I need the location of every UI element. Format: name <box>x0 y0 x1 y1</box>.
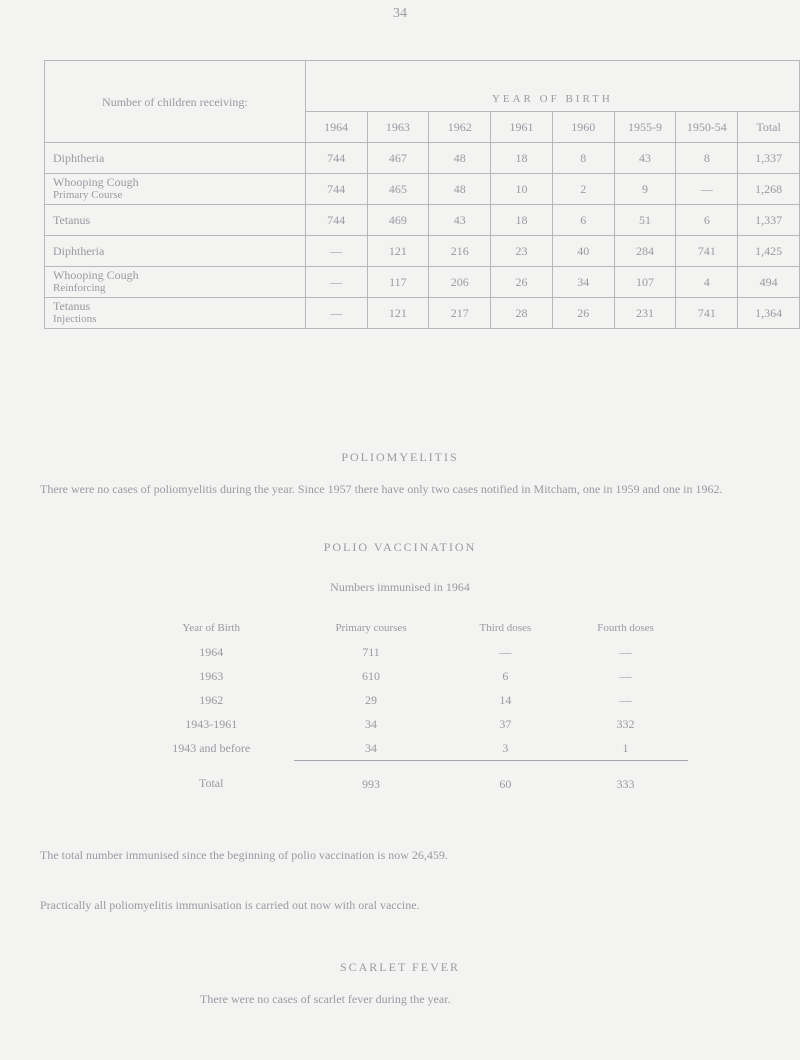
table-cell: 6 <box>502 668 509 683</box>
polio-vaccination-heading: POLIO VACCINATION <box>323 540 477 554</box>
oral-vaccine-text: Practically all poliomyelitis immunisation is carried out now with oral vaccine. <box>40 898 420 912</box>
table-cell: 48 <box>429 143 491 174</box>
total-row <box>128 761 688 797</box>
vacc-column-header: Year of Birth <box>182 622 240 634</box>
table-cell: 51 <box>614 205 676 236</box>
table-cell: 121 <box>367 236 429 267</box>
table-cell: — <box>499 644 512 659</box>
table-cell: — <box>305 236 367 267</box>
table-cell: — <box>619 668 632 683</box>
table-cell: 1 <box>563 736 688 761</box>
first-column-header: Number of children receiving: <box>45 61 306 143</box>
table-cell: 284 <box>614 236 676 267</box>
total-cell: 333 <box>616 776 635 791</box>
table-row <box>128 688 688 712</box>
table-cell: — <box>305 298 367 329</box>
table-cell: 494 <box>738 267 800 298</box>
table-cell: 18 <box>491 143 553 174</box>
year-header: 1962 <box>429 112 491 143</box>
table-cell: 469 <box>367 205 429 236</box>
vacc-column-header: Third doses <box>479 622 532 634</box>
table-cell: 1943 and before <box>172 740 251 755</box>
table-row <box>45 267 800 298</box>
year-header: 1964 <box>305 112 367 143</box>
polio-vaccination-total-text: The total number immunised since the beginning of polio vaccination is now 26,459. <box>40 848 448 862</box>
table-cell: 26 <box>491 267 553 298</box>
vacc-column-header: Primary courses <box>335 622 407 634</box>
table-cell: 332 <box>616 716 635 731</box>
year-header: 1955-9 <box>614 112 676 143</box>
table-cell: 117 <box>367 267 429 298</box>
vacc-column-header: Fourth doses <box>597 622 654 634</box>
total-cell: 60 <box>499 776 512 791</box>
years-label: YEAR OF BIRTH <box>305 61 799 112</box>
table-cell: 231 <box>614 298 676 329</box>
total-cell: Total <box>198 776 224 791</box>
table-cell: 18 <box>491 205 553 236</box>
table-cell: 1,364 <box>738 298 800 329</box>
table-cell: 1963 <box>199 668 224 683</box>
table-cell: 34 <box>294 736 447 761</box>
table-row <box>45 236 800 267</box>
table-cell: 216 <box>429 236 491 267</box>
year-header: 1960 <box>552 112 614 143</box>
immunisation-table <box>44 60 800 329</box>
table-cell: 3 <box>448 736 563 761</box>
table-cell: 1,268 <box>738 174 800 205</box>
scarlet-fever-text: There were no cases of scarlet fever during the year. <box>200 992 451 1006</box>
table-row <box>45 143 800 174</box>
table-cell: — <box>619 692 632 707</box>
table-cell: 9 <box>614 174 676 205</box>
table-row <box>128 736 688 761</box>
table-cell: 14 <box>499 692 512 707</box>
row-label: Tetanus <box>53 299 91 313</box>
polio-vaccination-table <box>128 616 688 796</box>
table-row <box>128 712 688 736</box>
table-cell: 744 <box>305 205 367 236</box>
table-cell: 1943-1961 <box>185 716 238 731</box>
table-cell: 467 <box>367 143 429 174</box>
table-cell: 40 <box>552 236 614 267</box>
table-cell: 8 <box>676 143 738 174</box>
table-row <box>45 205 800 236</box>
table-cell: 741 <box>676 298 738 329</box>
table-cell: 2 <box>552 174 614 205</box>
group-sublabel: Injections <box>53 313 97 325</box>
row-label: Tetanus <box>53 212 91 227</box>
table-cell: 43 <box>429 205 491 236</box>
table-cell: 610 <box>362 668 381 683</box>
table-cell: 465 <box>367 174 429 205</box>
table-cell: 34 <box>365 716 378 731</box>
table-cell: 1,337 <box>738 143 800 174</box>
table-cell: 37 <box>499 716 512 731</box>
table-cell: 10 <box>491 174 553 205</box>
table-row <box>45 174 800 205</box>
row-label: Whooping Cough <box>53 268 139 282</box>
table-cell: 43 <box>614 143 676 174</box>
table-cell: 23 <box>491 236 553 267</box>
table-cell: 26 <box>552 298 614 329</box>
table-cell: 48 <box>429 174 491 205</box>
table-cell: 6 <box>552 205 614 236</box>
row-label: Diphtheria <box>53 243 105 258</box>
table-cell: 206 <box>429 267 491 298</box>
table-cell: 29 <box>365 692 378 707</box>
table-cell: 744 <box>305 174 367 205</box>
table-cell: 121 <box>367 298 429 329</box>
table-cell: 711 <box>362 644 380 659</box>
table-cell: 217 <box>429 298 491 329</box>
group-label: Reinforcing <box>53 282 106 294</box>
year-header: 1963 <box>367 112 429 143</box>
group-label: Primary Course <box>53 189 123 201</box>
table-cell: — <box>676 174 738 205</box>
table-cell: 28 <box>491 298 553 329</box>
table-row <box>128 640 688 664</box>
table-cell: 1964 <box>199 644 224 659</box>
poliomyelitis-text: There were no cases of poliomyelitis during the year. Since 1957 there have only two cases notified in Mitcham, one in 1959 and one in 1962. <box>40 482 723 496</box>
table-cell: — <box>619 644 632 659</box>
year-header: 1961 <box>491 112 553 143</box>
year-header: 1950-54 <box>676 112 738 143</box>
table-cell: 741 <box>676 236 738 267</box>
total-cell: 993 <box>362 776 381 791</box>
row-label: Whooping Cough <box>53 175 139 189</box>
year-header: Total <box>738 112 800 143</box>
table-cell: 34 <box>552 267 614 298</box>
table-cell: — <box>305 267 367 298</box>
table-cell: 4 <box>676 267 738 298</box>
table-cell: 8 <box>552 143 614 174</box>
table-row <box>45 298 800 329</box>
table-cell: 1962 <box>199 692 224 707</box>
table-cell: 6 <box>676 205 738 236</box>
table-row <box>128 664 688 688</box>
page-number: 34 <box>393 6 407 21</box>
table-cell: 1,425 <box>738 236 800 267</box>
polio-vaccination-subheading: Numbers immunised in 1964 <box>330 580 470 594</box>
table-cell: 107 <box>614 267 676 298</box>
table-cell: 744 <box>305 143 367 174</box>
scarlet-fever-heading: SCARLET FEVER <box>339 960 461 974</box>
poliomyelitis-heading: POLIOMYELITIS <box>341 450 459 464</box>
row-label: Diphtheria <box>53 150 105 165</box>
table-cell: 1,337 <box>738 205 800 236</box>
